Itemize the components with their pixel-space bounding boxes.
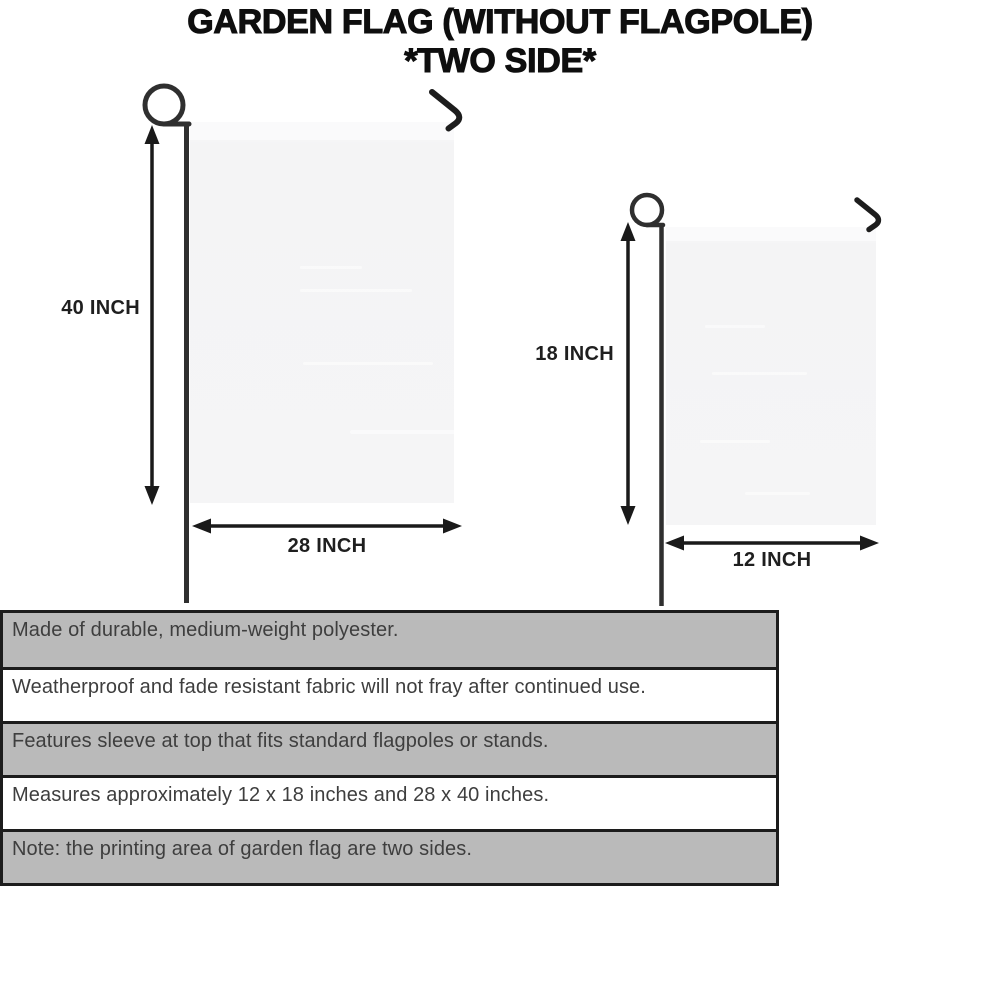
arrowhead-left-icon <box>192 519 211 534</box>
spec-row-sleeve: Features sleeve at top that fits standard flagpoles or stands. <box>3 721 776 775</box>
title-line-1: GARDEN FLAG (WITHOUT FLAGPOLE) <box>187 3 813 41</box>
height-label-large: 40 INCH <box>61 297 140 319</box>
flagpole-loop-large <box>145 86 183 124</box>
title-line-2: *TWO SIDE* <box>404 42 596 80</box>
flag-small <box>666 227 876 525</box>
flag-large <box>190 122 454 503</box>
arrowhead-up-icon <box>621 222 636 241</box>
large-flag-diagram <box>145 86 491 603</box>
hanger-hook-small <box>857 200 878 230</box>
spec-row-note: Note: the printing area of garden flag are two sides. <box>3 829 776 883</box>
flag-large-sleeve <box>190 122 454 140</box>
small-flag-diagram <box>621 195 880 606</box>
width-label-small: 12 INCH <box>732 549 812 571</box>
width-label-large: 28 INCH <box>287 535 367 557</box>
flagpole-loop-small <box>632 195 662 225</box>
spec-table <box>0 610 779 886</box>
spec-row-weatherproof: Weatherproof and fade resistant fabric will not fray after continued use. <box>3 667 776 721</box>
arrowhead-down-icon <box>145 486 160 505</box>
flag-small-sleeve <box>666 227 876 241</box>
height-arrow-small <box>621 222 636 525</box>
spec-row-measurements: Measures approximately 12 x 18 inches and 28 x 40 inches. <box>3 775 776 829</box>
height-label-small: 18 INCH <box>535 343 614 365</box>
arrowhead-right-icon <box>443 519 462 534</box>
arrowhead-down-icon <box>621 506 636 525</box>
arrowhead-up-icon <box>145 125 160 144</box>
spec-row-material: Made of durable, medium-weight polyester. <box>3 613 776 667</box>
height-arrow-large <box>145 125 160 505</box>
width-arrow-large <box>192 519 462 534</box>
